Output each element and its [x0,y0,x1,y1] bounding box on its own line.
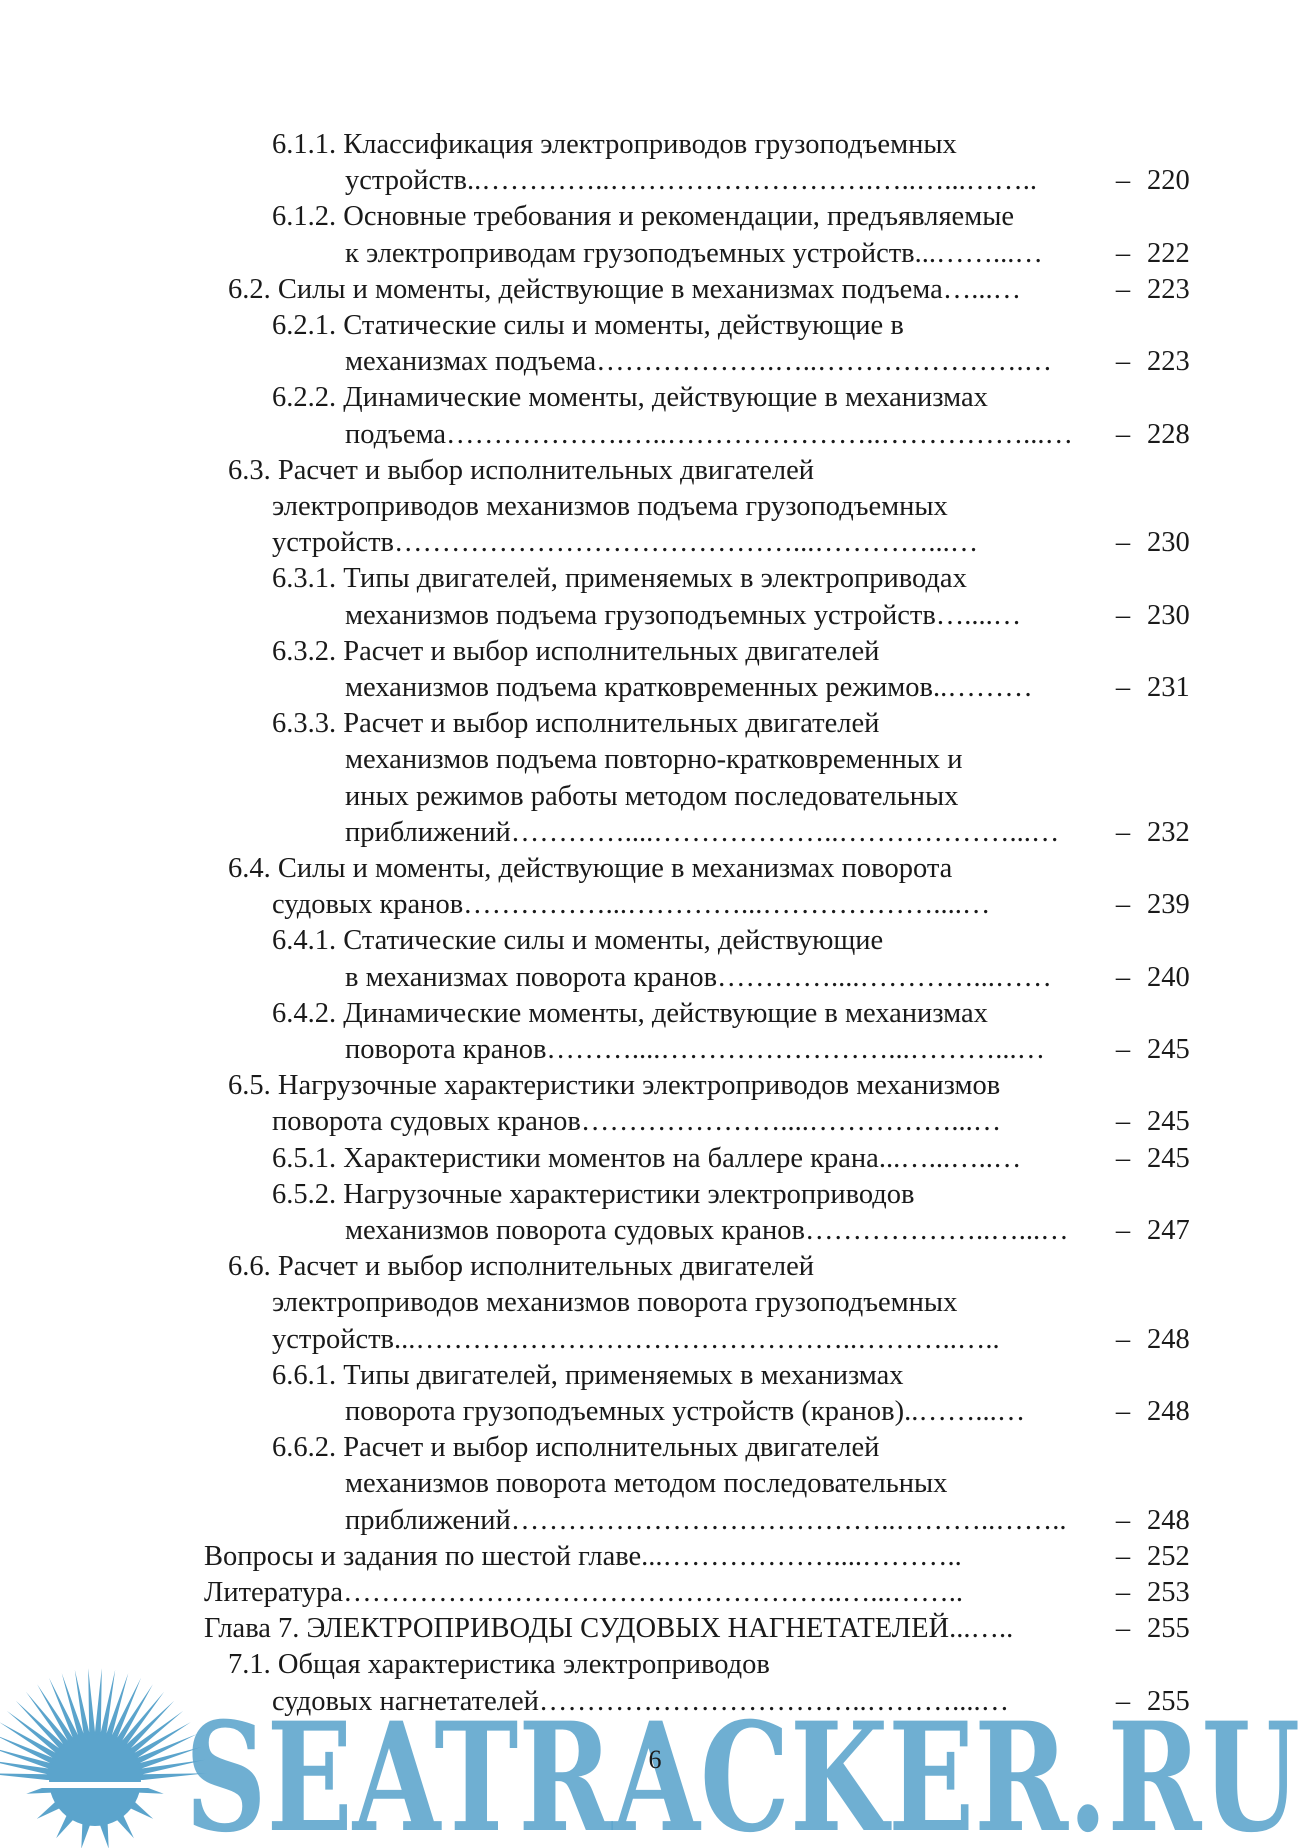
toc-entry-page: 222 [1147,237,1190,269]
toc-entry-title: 6.5. Нагрузочные характеристики электроприводов механизмов [228,1070,1001,1102]
toc-entry [0,417,1307,453]
page-number: 6 [648,1745,662,1774]
toc-entry-title: 6.1.1. Классификация электроприводов грузоподъемных [272,129,957,160]
toc-entry-title: 6.3.3. Расчет и выбор исполнительных двигателей [272,708,880,740]
toc-entry-dash: – [1115,418,1131,450]
toc-entry-page: 255 [1147,1613,1190,1645]
toc-entry [0,670,1307,706]
toc-entry-page: 245 [1147,1142,1190,1174]
toc-entry-page: 245 [1147,1034,1190,1065]
toc-entry-title: в механизмах поворота кранов…………....…………...…… [345,961,1052,993]
toc-entry-title: механизмов подъема кратковременных режимов..……… [345,672,1033,703]
toc-entry [0,1575,1307,1611]
toc-entry [0,742,1307,778]
toc-entry-title: электроприводов механизмов подъема грузоподъемных [272,491,948,522]
toc-entry-page: 240 [1147,961,1190,993]
toc-entry-title: 6.4.1. Статические силы и моменты, действующие [272,925,884,957]
toc-entry-title: 6.5.1. Характеристики моментов на баллере крана...…...…..… [272,1142,1022,1174]
toc-entry-title: механизмов подъема грузоподъемных устройств…....… [345,599,1022,631]
toc-entry [0,1503,1307,1539]
toc-entry [0,779,1307,815]
toc-entry-dash: – [1115,1577,1131,1608]
toc-entry-page: 232 [1147,816,1190,848]
toc-entry-title: приближений…………………………………..………..…….. [345,1504,1067,1536]
toc-entry-dash: – [1115,1613,1131,1645]
watermark-text: SEATRACKER.RU [185,1690,1300,1848]
toc-entry [0,1611,1307,1647]
toc-entry-title: устройств...………………………………………..………..….. [272,1323,1000,1355]
toc-entry-title: поворота судовых кранов…………………....……………...… [272,1106,1002,1138]
toc-entry-title: устройств..…………..……………………….…..…...…….. [345,165,1038,197]
toc-entry-title: поворота кранов………....……………………...………...… [345,1034,1046,1065]
toc-entry-page: 231 [1147,672,1190,703]
toc-entry-title: механизмах подъема……………….…..………………….… [345,346,1053,378]
toc-entry-page: 230 [1147,599,1190,631]
toc-entry [0,163,1307,199]
toc-entry [0,1104,1307,1140]
toc-entry [0,453,1307,489]
toc-entry [0,1322,1307,1358]
toc-entry [0,996,1307,1032]
toc-entry-dash: – [1115,1142,1131,1174]
toc-entry [0,960,1307,996]
toc-entry-title: 6.3.2. Расчет и выбор исполнительных двигателей [272,635,880,667]
toc-entry [0,1430,1307,1466]
toc-entry-page: 252 [1147,1540,1190,1572]
toc-entry [0,525,1307,561]
toc-entry [0,1068,1307,1104]
toc-entry [0,1249,1307,1285]
toc-entry-page: 220 [1147,165,1190,197]
sun-horizon [20,1782,170,1788]
toc-entry-title: 6.3.1. Типы двигателей, применяемых в электроприводах [272,563,967,595]
toc-entry-dash: – [1115,889,1131,921]
toc-entry-title: 6.1.2. Основные требования и рекомендации, предъявляемые [272,201,1015,233]
toc-entry-title: иных режимов работы методом последовательных [345,780,959,812]
toc-entry-dash: – [1115,1034,1131,1065]
toc-entry-dash: – [1115,1215,1131,1246]
toc-entry [0,851,1307,887]
toc-entry [0,1394,1307,1430]
toc-entry-dash: – [1115,1685,1131,1717]
toc-entry-dash: – [1115,599,1131,631]
toc-entry [0,308,1307,344]
toc-entry-title: приближений…………....………………..………………...… [345,816,1060,848]
sun-core [49,1734,141,1826]
toc-entry-title: к электроприводам грузоподъемных устройств...……...… [345,237,1043,269]
toc-entry-title: электроприводов механизмов поворота грузоподъемных [272,1287,958,1319]
toc-entry [0,236,1307,272]
toc-entry [0,815,1307,851]
toc-entry [0,598,1307,634]
toc-entry-dash: – [1115,816,1131,848]
toc-entry-dash: – [1115,1323,1131,1355]
toc-entry-dash: – [1115,165,1131,197]
toc-entry-dash: – [1115,527,1131,559]
toc-entry-title: 6.3. Расчет и выбор исполнительных двигателей [228,454,815,486]
toc-entry-page: 239 [1147,889,1190,921]
toc-entry-title: поворота грузоподъемных устройств (кранов)..……...… [345,1396,1026,1427]
toc-entry-title: 6.2. Силы и моменты, действующие в механизмах подъема…...… [228,273,1022,305]
toc-entry-page: 248 [1147,1504,1190,1536]
toc-entry-title: 6.4. Силы и моменты, действующие в механизмах поворота [228,853,953,884]
toc-entry-dash: – [1115,1540,1131,1572]
toc-entry-dash: – [1115,237,1131,269]
toc-entry [0,1177,1307,1213]
toc-entry-title: устройств……………………………………...…………...… [272,527,979,559]
toc-entry-title: Литература……………………………………………..…...…….. [204,1577,963,1608]
toc-entry [0,1141,1307,1177]
toc-entry [0,1213,1307,1249]
toc-entry-title: механизмов подъема повторно-кратковременных и [345,744,963,776]
toc-entry-title: судовых кранов……………...…………...………………....… [272,889,991,921]
toc-entry-title: 6.4.2. Динамические моменты, действующие в механизмах [272,997,988,1029]
toc-entry [0,1032,1307,1068]
toc-entry-title: 6.6.2. Расчет и выбор исполнительных двигателей [272,1432,880,1464]
toc-entry-title: судовых нагнетателей……………………………..………....… [272,1685,1010,1717]
toc-entry [0,199,1307,235]
toc-entry-page: 248 [1147,1323,1190,1355]
toc-entry-title: 7.1. Общая характеристика электроприводов [228,1649,770,1681]
toc-entry-title: механизмов поворота судовых кранов………………..…...… [345,1215,1069,1246]
toc-entry [0,489,1307,525]
toc-entry-page: 255 [1147,1685,1190,1717]
toc-entry-title: 6.5.2. Нагрузочные характеристики электроприводов [272,1178,915,1210]
toc-entry-title: 6.6. Расчет и выбор исполнительных двигателей [228,1251,815,1283]
toc-entry [0,1539,1307,1575]
toc-entry [0,561,1307,597]
toc-entry [0,1466,1307,1502]
toc-entry-dash: – [1115,961,1131,993]
toc-entry [0,634,1307,670]
toc-entry-dash: – [1115,273,1131,305]
toc-entry-page: 230 [1147,527,1190,559]
toc-entry-page: 228 [1147,418,1190,450]
toc-entry-page: 248 [1147,1396,1190,1427]
toc-entry [0,1358,1307,1394]
toc-entry-title: Глава 7. ЭЛЕКТРОПРИВОДЫ СУДОВЫХ НАГНЕТАТЕЛЕЙ...….. [204,1613,1014,1645]
toc-entry [0,1285,1307,1321]
toc-entry-page: 223 [1147,346,1190,378]
toc-entry [0,380,1307,416]
toc-entry-title: 6.6.1. Типы двигателей, применяемых в механизмах [272,1359,904,1391]
toc-entry-dash: – [1115,672,1131,703]
toc-entry-page: 245 [1147,1106,1190,1138]
toc-entry [0,706,1307,742]
sun-icon [0,1668,207,1848]
toc-entry-dash: – [1115,1396,1131,1427]
toc-entry-dash: – [1115,1504,1131,1536]
toc-entry-dash: – [1115,1106,1131,1138]
toc-entry [0,344,1307,380]
toc-entry-title: механизмов поворота методом последовательных [345,1468,948,1500]
toc-entry-title: 6.2.2. Динамические моменты, действующие в механизмах [272,382,988,414]
toc-entry-title: 6.2.1. Статические силы и моменты, действующие в [272,310,904,341]
toc-entry-page: 223 [1147,273,1190,305]
toc-entry [0,923,1307,959]
toc-entry-dash: – [1115,346,1131,378]
toc-entry-title: Вопросы и задания по шестой главе...………………....……….. [204,1540,962,1572]
toc-entry [0,272,1307,308]
toc-entry-page: 253 [1147,1577,1190,1608]
toc-entry-title: подъема……………….…..…………………..……………...… [345,418,1074,450]
toc-entry [0,127,1307,163]
toc-entry-page: 247 [1147,1215,1190,1246]
toc-entry [0,887,1307,923]
